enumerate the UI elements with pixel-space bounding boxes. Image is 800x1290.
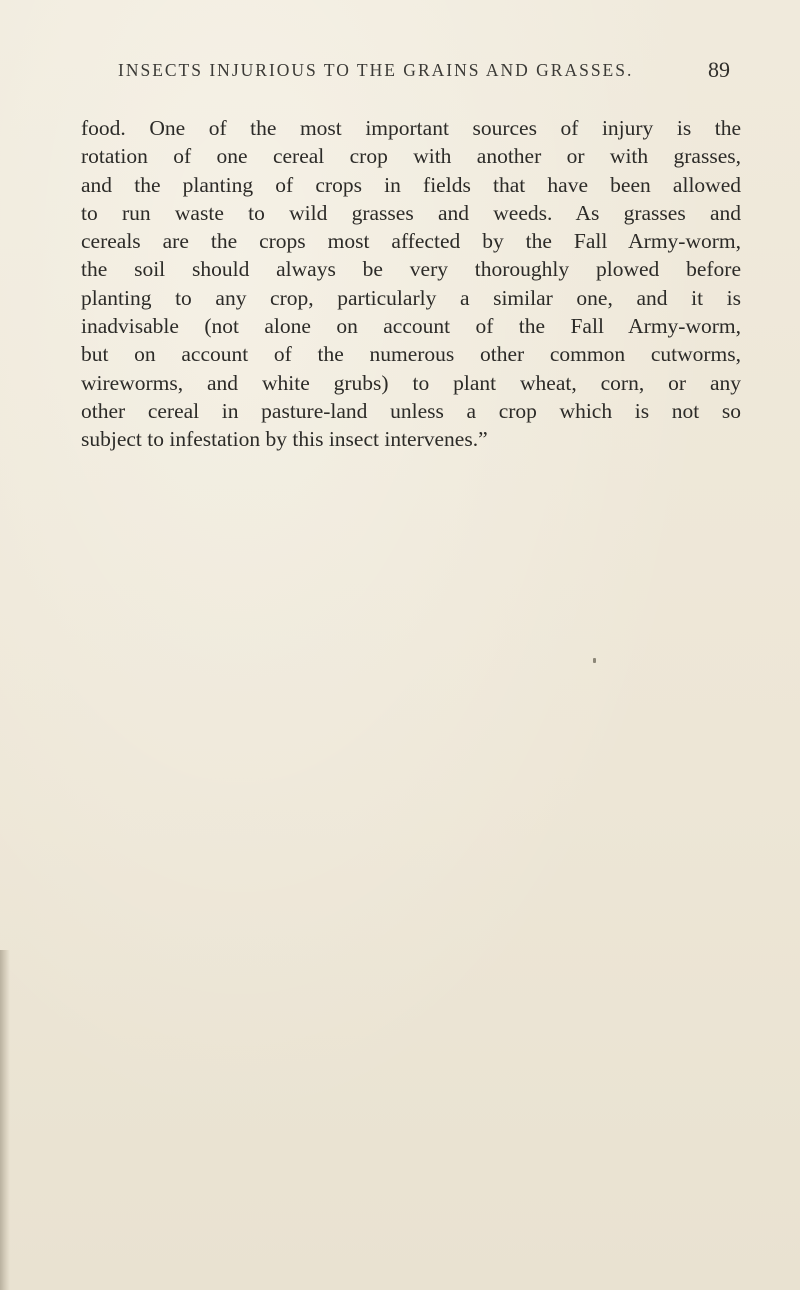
text-line: inadvisable (not alone on account of the Fall Army-worm, xyxy=(81,314,741,339)
text-line: planting to any crop, particularly a similar one, and it is xyxy=(81,285,741,310)
body-paragraph xyxy=(81,114,741,454)
running-head: INSECTS INJURIOUS TO THE GRAINS AND GRASSES. xyxy=(118,60,634,80)
text-line: and the planting of crops in fields that have been allowed xyxy=(81,172,741,197)
page-number: 89 xyxy=(708,57,730,82)
text-line: rotation of one cereal crop with another or with grasses, xyxy=(81,144,741,169)
text-line: cereals are the crops most affected by the Fall Army-worm, xyxy=(81,229,741,254)
text-line: wireworms, and white grubs) to plant wheat, corn, or any xyxy=(81,370,741,395)
text-line: other cereal in pasture-land unless a crop which is not so xyxy=(81,398,741,423)
text-line: but on account of the numerous other common cutworms, xyxy=(81,342,741,367)
text-line: food. One of the most important sources of injury is the xyxy=(81,116,741,140)
page-edge-shadow xyxy=(0,950,10,1290)
text-line: to run waste to wild grasses and weeds. As grasses and xyxy=(81,200,741,225)
text-line: subject to infestation by this insect intervenes.” xyxy=(81,427,488,452)
ink-speck xyxy=(593,658,596,663)
text-line: the soil should always be very thoroughly plowed before xyxy=(81,257,741,282)
